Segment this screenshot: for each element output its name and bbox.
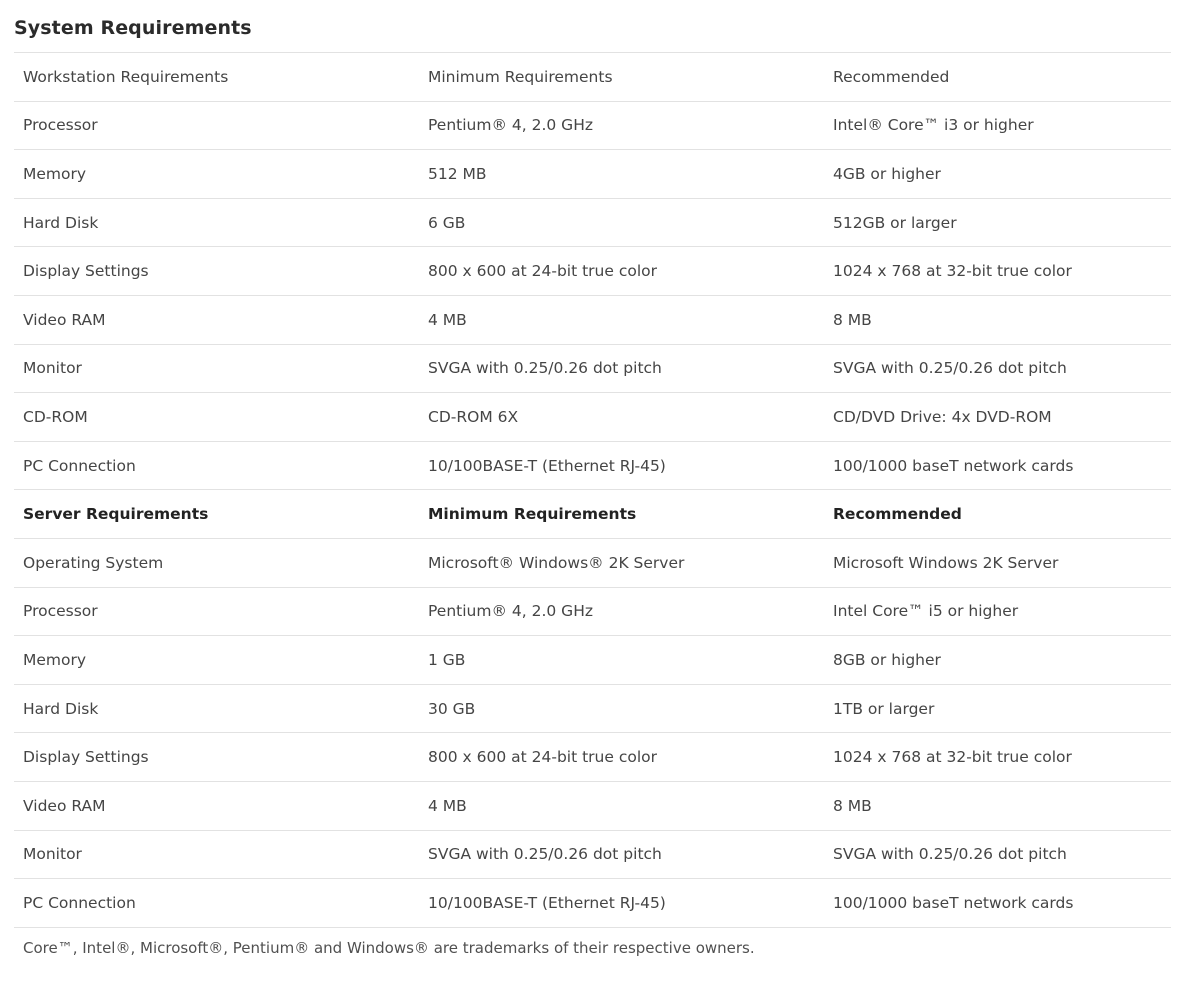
requirement-label: Memory — [23, 650, 87, 669]
minimum-value: 512 MB — [428, 164, 487, 183]
requirement-label: Video RAM — [23, 796, 106, 815]
table-row — [14, 830, 1171, 879]
recommended-value: 8GB or higher — [833, 650, 941, 669]
requirement-label: Processor — [23, 116, 98, 135]
header-cell: Workstation Requirements — [23, 67, 229, 86]
minimum-value: Microsoft® Windows® 2K Server — [428, 553, 685, 572]
table-row — [14, 733, 1171, 782]
table-row — [14, 684, 1171, 733]
table-row — [14, 198, 1171, 247]
minimum-value: 800 x 600 at 24-bit true color — [428, 262, 657, 281]
table-row — [14, 101, 1171, 150]
table-row — [14, 587, 1171, 636]
minimum-value: Pentium® 4, 2.0 GHz — [428, 116, 593, 135]
table-row — [14, 781, 1171, 830]
recommended-value: 1024 x 768 at 32-bit true color — [833, 748, 1072, 767]
minimum-value: 4 MB — [428, 796, 467, 815]
requirement-label: Operating System — [23, 553, 164, 572]
minimum-value: 4 MB — [428, 310, 467, 329]
requirement-label: Monitor — [23, 845, 82, 864]
recommended-value: Intel Core™ i5 or higher — [833, 602, 1019, 621]
minimum-value: 1 GB — [428, 650, 466, 669]
table-row — [14, 295, 1171, 344]
minimum-value: SVGA with 0.25/0.26 dot pitch — [428, 359, 662, 378]
recommended-value: 100/1000 baseT network cards — [833, 456, 1074, 475]
table-header-row-server — [14, 490, 1171, 539]
recommended-value: SVGA with 0.25/0.26 dot pitch — [833, 359, 1067, 378]
requirement-label: CD-ROM — [23, 407, 88, 426]
table-row — [14, 636, 1171, 685]
minimum-value: 10/100BASE-T (Ethernet RJ-45) — [428, 456, 666, 475]
page-title: System Requirements — [14, 17, 252, 39]
minimum-value: 6 GB — [428, 213, 466, 232]
recommended-value: 1024 x 768 at 32-bit true color — [833, 262, 1072, 281]
recommended-value: Intel® Core™ i3 or higher — [833, 116, 1034, 135]
table-header-row-workstation — [14, 53, 1171, 102]
requirement-label: PC Connection — [23, 456, 136, 475]
table-row — [14, 879, 1171, 928]
header-cell: Minimum Requirements — [428, 505, 637, 524]
minimum-value: Pentium® 4, 2.0 GHz — [428, 602, 593, 621]
minimum-value: 10/100BASE-T (Ethernet RJ-45) — [428, 893, 666, 912]
minimum-value: CD-ROM 6X — [428, 407, 519, 426]
recommended-value: Microsoft Windows 2K Server — [833, 553, 1059, 572]
recommended-value: SVGA with 0.25/0.26 dot pitch — [833, 845, 1067, 864]
minimum-value: 30 GB — [428, 699, 476, 718]
table-row — [14, 150, 1171, 199]
recommended-value: 8 MB — [833, 310, 872, 329]
minimum-value: 800 x 600 at 24-bit true color — [428, 748, 657, 767]
recommended-value: 4GB or higher — [833, 164, 941, 183]
recommended-value: 1TB or larger — [833, 699, 935, 718]
header-cell: Recommended — [833, 67, 950, 86]
header-cell: Minimum Requirements — [428, 67, 613, 86]
requirement-label: Processor — [23, 602, 98, 621]
trademark-footnote: Core™, Intel®, Microsoft®, Pentium® and Windows® are trademarks of their respective owners. — [23, 939, 755, 957]
requirement-label: PC Connection — [23, 893, 136, 912]
recommended-value: 8 MB — [833, 796, 872, 815]
requirement-label: Hard Disk — [23, 699, 99, 718]
recommended-value: CD/DVD Drive: 4x DVD-ROM — [833, 407, 1052, 426]
requirement-label: Display Settings — [23, 748, 149, 767]
requirement-label: Video RAM — [23, 310, 106, 329]
requirement-label: Memory — [23, 164, 87, 183]
recommended-value: 512GB or larger — [833, 213, 957, 232]
table-row — [14, 247, 1171, 296]
requirement-label: Display Settings — [23, 262, 149, 281]
table-row — [14, 393, 1171, 442]
table-row — [14, 344, 1171, 393]
requirement-label: Hard Disk — [23, 213, 99, 232]
table-row — [14, 538, 1171, 587]
header-cell: Recommended — [833, 505, 962, 524]
table-row — [14, 441, 1171, 490]
requirements-table — [14, 52, 1171, 928]
recommended-value: 100/1000 baseT network cards — [833, 893, 1074, 912]
requirement-label: Monitor — [23, 359, 82, 378]
minimum-value: SVGA with 0.25/0.26 dot pitch — [428, 845, 662, 864]
header-cell: Server Requirements — [23, 505, 209, 524]
